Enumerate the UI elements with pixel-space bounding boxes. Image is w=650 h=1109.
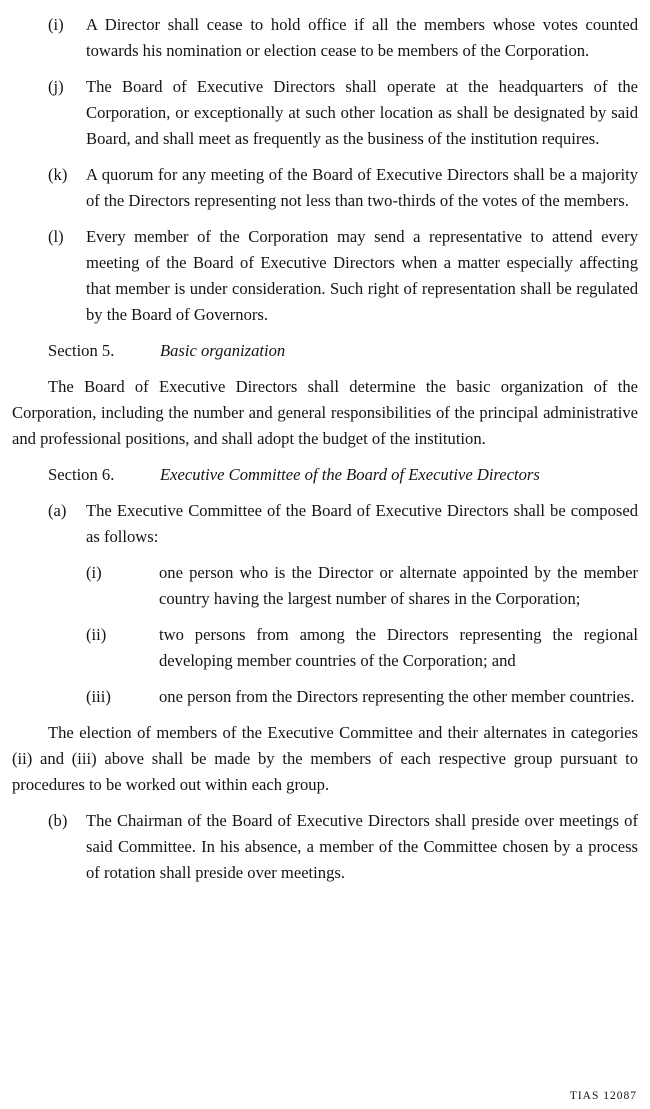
subclause-iii: [12, 684, 638, 710]
clause-text: A Director shall cease to hold office if all the members whose votes counted towards his nomination or election cease to be members of the Corporation.: [86, 15, 638, 60]
subclause-text: one person who is the Director or alternate appointed by the member country having the largest number of shares in the Corporation;: [159, 563, 638, 608]
clause-l: [12, 224, 638, 328]
section-5-body: The Board of Executive Directors shall determine the basic organization of the Corporation, including the number and general responsibilities of the principal administrative and professional positions, and shall adopt the budget of the institution.: [12, 377, 638, 448]
clause-text: A quorum for any meeting of the Board of Executive Directors shall be a majority of the Directors representing not less than two-thirds of the votes of the members.: [86, 165, 638, 210]
subclause-ii: [12, 622, 638, 674]
clause-label: (i): [48, 15, 64, 34]
clause-a: [12, 498, 638, 550]
subclause-text: one person from the Directors representing the other member countries.: [159, 687, 635, 706]
election-paragraph: The election of members of the Executive Committee and their alternates in categories (ii) and (iii) above shall be made by the members of each respective group pursuant to procedures to be worked out within each group.: [12, 723, 638, 794]
section-title: Executive Committee of the Board of Executive Directors: [160, 465, 540, 484]
clause-i: [12, 12, 638, 64]
clause-label: (a): [48, 501, 67, 520]
clause-text: The Chairman of the Board of Executive Directors shall preside over meetings of said Committee. In his absence, a member of the Committee chosen by a process of rotation shall preside over meetings.: [86, 811, 638, 882]
subclause-label: (i): [86, 563, 102, 582]
page-footer-reference: TIAS 12087: [569, 1090, 637, 1102]
section-number: Section 6.: [48, 465, 115, 484]
clause-label: (k): [48, 165, 68, 184]
clause-label: (j): [48, 77, 64, 96]
clause-text: The Executive Committee of the Board of Executive Directors shall be composed as follows:: [86, 501, 638, 546]
document-page: [12, 12, 638, 896]
section-6-heading: [12, 462, 638, 488]
clause-text: The Board of Executive Directors shall operate at the headquarters of the Corporation, or exceptionally at such other location as shall be designated by said Board, and shall meet as frequently as the business of the institution requires.: [86, 77, 638, 148]
section-5-heading: [12, 338, 638, 364]
clause-label: (l): [48, 227, 64, 246]
clause-j: [12, 74, 638, 152]
section-title: Basic organization: [160, 341, 286, 360]
subclause-label: (iii): [86, 687, 111, 706]
clause-label: (b): [48, 811, 68, 830]
clause-k: [12, 162, 638, 214]
clause-b: [12, 808, 638, 886]
subclause-text: two persons from among the Directors representing the regional developing member countries of the Corporation; and: [159, 625, 638, 670]
subclause-label: (ii): [86, 625, 107, 644]
clause-text: Every member of the Corporation may send a representative to attend every meeting of the Board of Executive Directors when a matter especially affecting that member is under consideration. Such right of representation shall be regulated by the Board of Governors.: [86, 227, 638, 324]
section-number: Section 5.: [48, 341, 115, 360]
subclause-i: [12, 560, 638, 612]
